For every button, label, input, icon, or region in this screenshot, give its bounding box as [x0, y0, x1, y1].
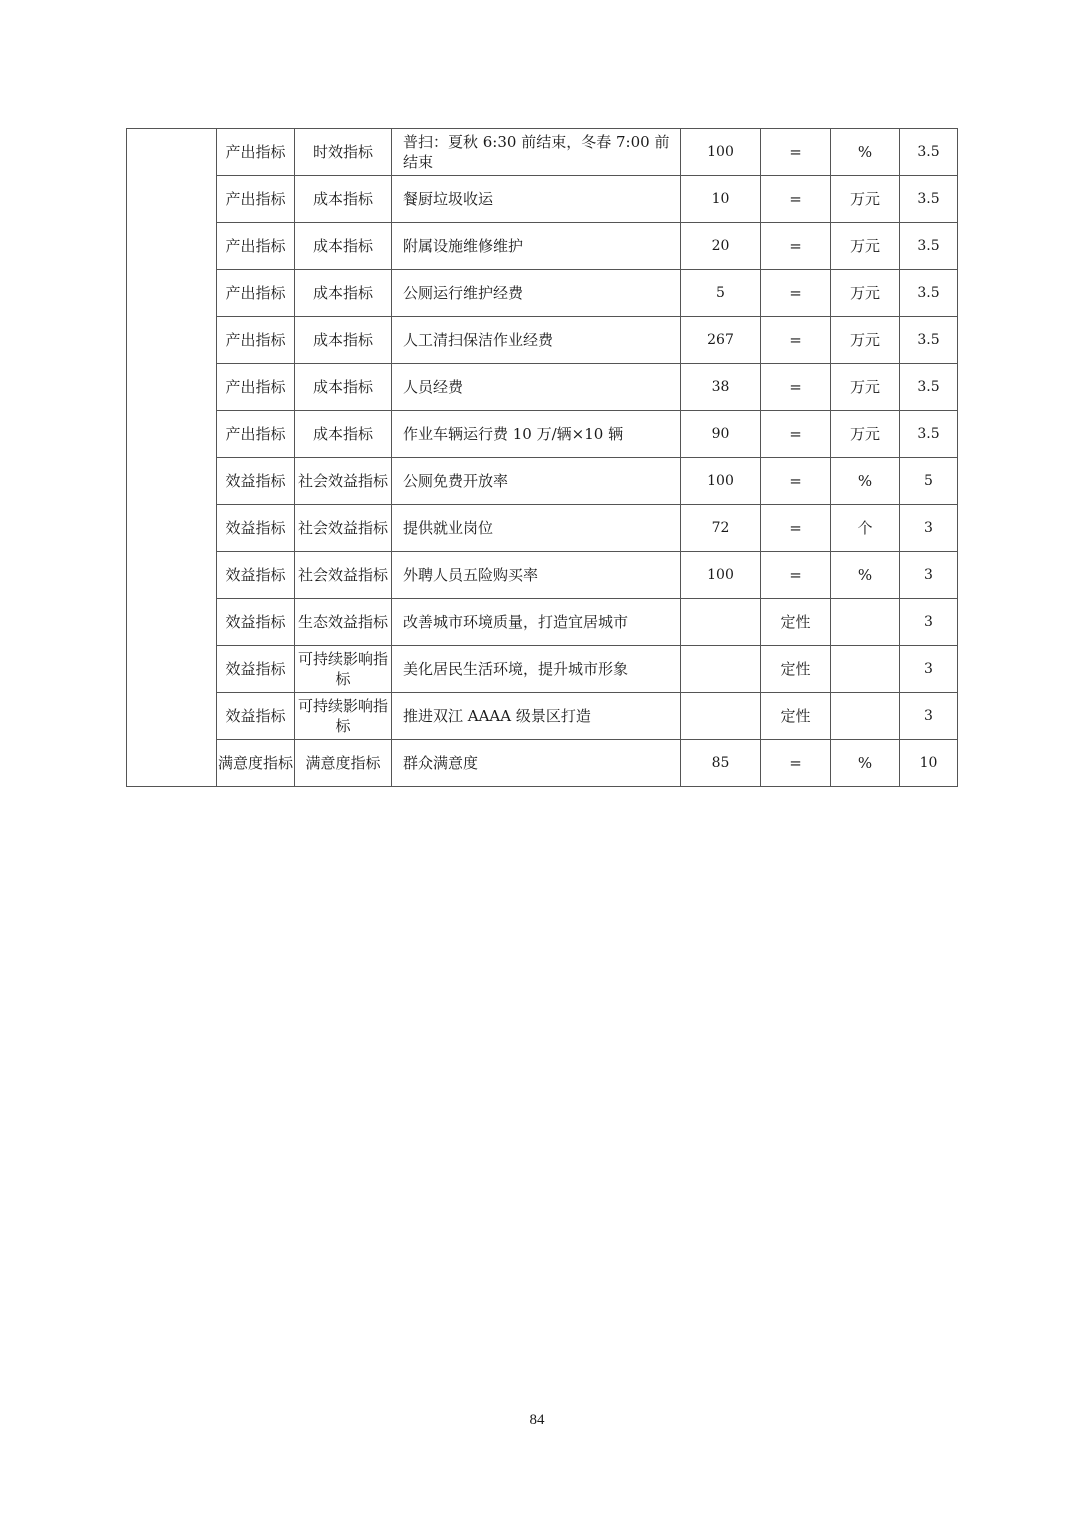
table-row: [127, 740, 958, 787]
page-number: 84: [529, 1412, 545, 1428]
level2-cell: 生态效益指标: [295, 599, 392, 646]
weight-cell: 3.5: [900, 317, 958, 364]
level1-cell: 产出指标: [217, 270, 295, 317]
operator-cell: =: [761, 505, 831, 552]
indicator-cell: 公厕运行维护经费: [392, 270, 681, 317]
level2-cell: 成本指标: [295, 176, 392, 223]
level2-cell: 可持续影响指标: [295, 693, 392, 740]
weight-cell: 3: [900, 599, 958, 646]
weight-cell: 3.5: [900, 364, 958, 411]
target-value-cell: [681, 599, 761, 646]
indicator-cell: 普扫：夏秋 6:30 前结束，冬春 7:00 前结束: [392, 129, 681, 176]
level2-cell: 社会效益指标: [295, 505, 392, 552]
table-row: [127, 270, 958, 317]
unit-cell: 万元: [831, 223, 900, 270]
operator-cell: =: [761, 740, 831, 787]
operator-cell: 定性: [761, 646, 831, 693]
unit-cell: 个: [831, 505, 900, 552]
level1-cell: 满意度指标: [217, 740, 295, 787]
level1-cell: 效益指标: [217, 552, 295, 599]
unit-cell: [831, 599, 900, 646]
target-value-cell: 5: [681, 270, 761, 317]
indicator-cell: 附属设施维修维护: [392, 223, 681, 270]
indicator-cell: 作业车辆运行费 10 万/辆×10 辆: [392, 411, 681, 458]
weight-cell: 3: [900, 505, 958, 552]
indicator-cell: 群众满意度: [392, 740, 681, 787]
weight-cell: 3: [900, 693, 958, 740]
table-row: [127, 599, 958, 646]
level1-cell: 效益指标: [217, 458, 295, 505]
table-row: [127, 317, 958, 364]
weight-cell: 3: [900, 552, 958, 599]
indicator-cell: 美化居民生活环境，提升城市形象: [392, 646, 681, 693]
operator-cell: =: [761, 223, 831, 270]
level1-cell: 产出指标: [217, 411, 295, 458]
level1-cell: 产出指标: [217, 364, 295, 411]
indicator-cell: 公厕免费开放率: [392, 458, 681, 505]
unit-cell: 万元: [831, 317, 900, 364]
level1-cell: 效益指标: [217, 693, 295, 740]
unit-cell: 万元: [831, 270, 900, 317]
indicator-cell: 外聘人员五险购买率: [392, 552, 681, 599]
indicator-cell: 提供就业岗位: [392, 505, 681, 552]
operator-cell: =: [761, 364, 831, 411]
level1-cell: 产出指标: [217, 223, 295, 270]
operator-cell: =: [761, 129, 831, 176]
indicator-cell: 改善城市环境质量，打造宜居城市: [392, 599, 681, 646]
indicator-cell: 餐厨垃圾收运: [392, 176, 681, 223]
table-row: [127, 411, 958, 458]
indicator-cell: 人工清扫保洁作业经费: [392, 317, 681, 364]
table-body: [127, 129, 958, 787]
table-row: [127, 458, 958, 505]
target-value-cell: [681, 693, 761, 740]
level2-cell: 成本指标: [295, 411, 392, 458]
operator-cell: =: [761, 270, 831, 317]
indicator-cell: 推进双江 AAAA 级景区打造: [392, 693, 681, 740]
weight-cell: 10: [900, 740, 958, 787]
table-row: [127, 364, 958, 411]
level1-cell: 效益指标: [217, 599, 295, 646]
operator-cell: =: [761, 411, 831, 458]
level2-cell: 社会效益指标: [295, 458, 392, 505]
category-cell: [127, 129, 217, 787]
target-value-cell: 85: [681, 740, 761, 787]
target-value-cell: [681, 646, 761, 693]
target-value-cell: 20: [681, 223, 761, 270]
table-row: [127, 223, 958, 270]
target-value-cell: 100: [681, 458, 761, 505]
unit-cell: %: [831, 129, 900, 176]
level1-cell: 效益指标: [217, 505, 295, 552]
weight-cell: 5: [900, 458, 958, 505]
level1-cell: 产出指标: [217, 129, 295, 176]
level2-cell: 可持续影响指标: [295, 646, 392, 693]
weight-cell: 3.5: [900, 411, 958, 458]
level2-cell: 社会效益指标: [295, 552, 392, 599]
unit-cell: %: [831, 458, 900, 505]
target-value-cell: 90: [681, 411, 761, 458]
weight-cell: 3.5: [900, 270, 958, 317]
unit-cell: 万元: [831, 364, 900, 411]
unit-cell: %: [831, 552, 900, 599]
weight-cell: 3.5: [900, 129, 958, 176]
performance-indicator-table: [126, 128, 958, 787]
operator-cell: =: [761, 176, 831, 223]
table-row: [127, 646, 958, 693]
weight-cell: 3: [900, 646, 958, 693]
indicator-cell: 人员经费: [392, 364, 681, 411]
weight-cell: 3.5: [900, 223, 958, 270]
weight-cell: 3.5: [900, 176, 958, 223]
operator-cell: 定性: [761, 693, 831, 740]
unit-cell: [831, 646, 900, 693]
table-row: [127, 693, 958, 740]
level1-cell: 产出指标: [217, 317, 295, 364]
level1-cell: 产出指标: [217, 176, 295, 223]
target-value-cell: 10: [681, 176, 761, 223]
unit-cell: %: [831, 740, 900, 787]
level2-cell: 成本指标: [295, 317, 392, 364]
level1-cell: 效益指标: [217, 646, 295, 693]
unit-cell: [831, 693, 900, 740]
operator-cell: =: [761, 552, 831, 599]
level2-cell: 时效指标: [295, 129, 392, 176]
unit-cell: 万元: [831, 411, 900, 458]
target-value-cell: 38: [681, 364, 761, 411]
table-row: [127, 176, 958, 223]
target-value-cell: 267: [681, 317, 761, 364]
operator-cell: =: [761, 458, 831, 505]
operator-cell: =: [761, 317, 831, 364]
target-value-cell: 72: [681, 505, 761, 552]
level2-cell: 成本指标: [295, 270, 392, 317]
unit-cell: 万元: [831, 176, 900, 223]
target-value-cell: 100: [681, 129, 761, 176]
operator-cell: 定性: [761, 599, 831, 646]
level2-cell: 成本指标: [295, 223, 392, 270]
table-row: [127, 505, 958, 552]
level2-cell: 成本指标: [295, 364, 392, 411]
level2-cell: 满意度指标: [295, 740, 392, 787]
target-value-cell: 100: [681, 552, 761, 599]
table-row: [127, 129, 958, 176]
table-row: [127, 552, 958, 599]
